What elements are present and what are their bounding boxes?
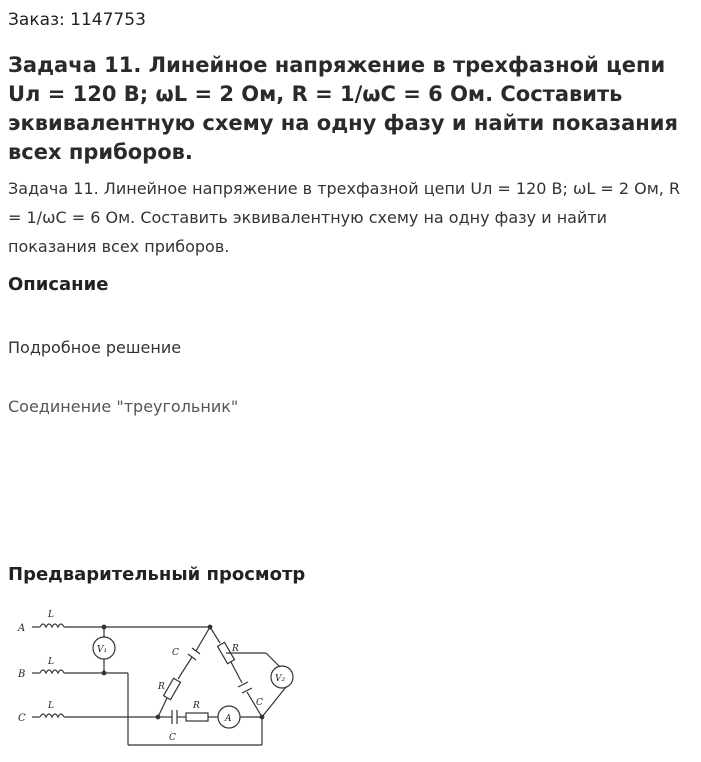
right-branch-mid <box>231 662 242 683</box>
page-title: Задача 11. Линейное напряжение в трехфазной цепи Uл = 120 В; ωL = 2 Ом, R = 1/ωC = 6 Ом. Составить эквивалентную схему на одну фазу и найти показания всех приборов. <box>8 53 678 164</box>
v2-wire-bottom <box>262 687 286 717</box>
circuit-diagram <box>0 595 310 757</box>
description-heading: Описание <box>8 274 109 295</box>
label-v1: V₁ <box>97 645 108 655</box>
node-a <box>102 625 106 629</box>
right-branch-top <box>210 627 220 643</box>
label-phase-a: A <box>18 623 26 634</box>
node-bottom-right <box>260 715 264 719</box>
v2-wire-diag <box>266 653 280 667</box>
label-right-r: R <box>232 644 239 654</box>
left-capacitor-plate-1 <box>192 648 200 654</box>
label-la: L <box>48 610 54 620</box>
preview-heading: Предварительный просмотр <box>8 564 306 585</box>
label-ammeter: A <box>225 714 232 724</box>
right-capacitor-plate-1 <box>238 682 248 687</box>
task-text: Задача 11. Линейное напряжение в трехфазной цепи Uл = 120 В; ωL = 2 Ом, R = 1/ωC = 6 Ом. Составить эквивалентную схему на одну фазу и найти показания всех приборов. <box>8 179 681 256</box>
order-number: Заказ: 1147753 <box>8 10 146 30</box>
left-resistor <box>164 678 181 699</box>
node-b <box>102 671 106 675</box>
bottom-resistor <box>186 713 208 721</box>
label-right-c: C <box>256 698 263 708</box>
description-line-connection: Соединение "треугольник" <box>8 397 239 416</box>
label-lc: L <box>48 701 54 711</box>
label-phase-b: B <box>18 669 26 680</box>
inductor-b <box>40 670 64 673</box>
label-v2: V₂ <box>275 674 286 684</box>
label-bottom-r: R <box>193 701 200 711</box>
label-bottom-c: C <box>169 733 176 743</box>
inductor-c <box>40 714 64 717</box>
node-bottom-left <box>156 715 160 719</box>
inductor-a <box>40 624 64 627</box>
label-left-r: R <box>158 682 165 692</box>
description-line-solution: Подробное решение <box>8 338 182 357</box>
label-phase-c: C <box>18 713 26 724</box>
left-branch-top <box>196 627 210 651</box>
label-left-c: C <box>172 648 179 658</box>
node-top <box>208 625 212 629</box>
left-branch-mid <box>178 657 192 679</box>
label-lb: L <box>48 657 54 667</box>
left-branch-bottom <box>158 698 167 717</box>
